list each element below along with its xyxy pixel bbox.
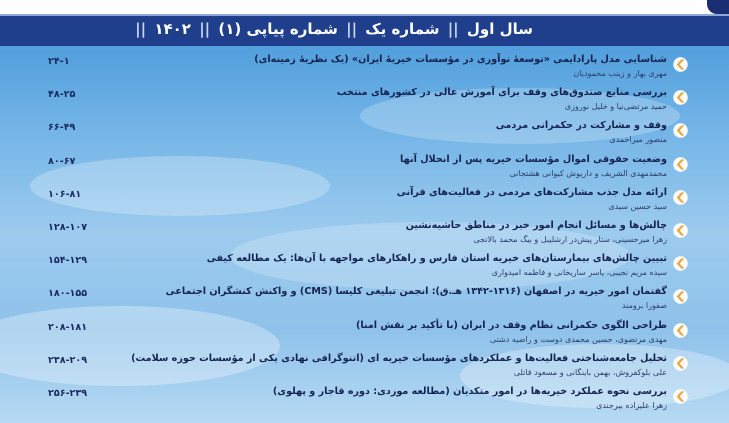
header-volume: سال اول	[466, 20, 533, 38]
article-authors: سید حسین سیدی	[608, 201, 667, 211]
article-authors: مهری بهار و زینب محمودیان	[573, 69, 667, 78]
header-separator: ||	[135, 20, 147, 38]
article-title[interactable]: طراحی الگوی حکمرانی نظام وقف در ایران (با تأکید بر نقش امنا)	[355, 319, 667, 331]
chevron-bullet-icon	[672, 255, 689, 272]
corner-ornament	[707, 0, 729, 14]
article-title[interactable]: بررسی نحوه عملکرد خیریه‌ها در امور متکدیان (مطالعه موردی: دوره قاجار و پهلوی)	[272, 385, 667, 397]
page-range: ۲۴-۱	[48, 56, 70, 67]
article-title[interactable]: تبیین چالش‌های بیمارستان‌های خیریه استان فارس و راهکارهای مواجهه با آن‌ها: یک مطالعه کیفی	[206, 253, 667, 265]
chevron-bullet-icon	[672, 189, 689, 206]
article-title[interactable]: چالش‌ها و مسائل انجام امور خیر در مناطق حاشیه‌نشین	[405, 219, 667, 231]
chevron-bullet-icon	[672, 156, 689, 173]
toc-entry[interactable]	[0, 85, 729, 118]
page-range: ۲۰۸-۱۸۱	[48, 321, 88, 333]
article-title[interactable]: تحلیل جامعه‌شناختی فعالیت‌ها و عملکردهای مؤسسات خیریه ای (اتنوگرافی نهادی یکی از مؤسسات حوزه سلامت)	[131, 352, 667, 364]
chevron-bullet-icon	[672, 89, 689, 106]
toc-entry[interactable]	[0, 384, 729, 417]
toc-entry[interactable]	[0, 218, 729, 251]
toc-entry[interactable]	[0, 251, 729, 284]
page-range: ۱۸۰-۱۵۵	[48, 288, 88, 300]
page-range: ۱۰۶-۸۱	[48, 188, 82, 200]
article-authors: علی بلوکفروش، بهمن باینگانی و مسعود قاتلی	[513, 367, 667, 377]
article-authors: زهرا میرحسینی، ستار پیش‌در ارشلیبل و بیگ محمد بالاتجی	[473, 234, 667, 244]
header-year: ۱۴۰۲	[154, 20, 191, 38]
article-authors: صفورا برومند	[621, 301, 667, 311]
article-title[interactable]: گفتمان امور خیریه در اصفهان (۱۳۱۶-۱۳۴۲ هـ.ق): انجمن تبلیغی کلیسا (CMS) و واکنش کنشگران اجتماعی	[165, 286, 667, 298]
page-range: ۱۵۴-۱۲۹	[48, 255, 88, 267]
toc-entry[interactable]	[0, 185, 729, 218]
header-separator: ||	[447, 20, 459, 38]
article-title[interactable]: وقف و مشارکت در حکمرانی مردمی	[495, 120, 667, 132]
toc-entry[interactable]	[0, 284, 729, 317]
article-authors: منصور میراحمدی	[609, 135, 667, 145]
table-of-contents	[0, 52, 729, 417]
chevron-bullet-icon	[672, 122, 689, 139]
issue-header-title	[132, 20, 533, 38]
article-authors: حمید مرتضی‌نیا و خلیل نوروزی	[564, 102, 667, 112]
toc-entry[interactable]	[0, 351, 729, 384]
toc-entry[interactable]	[0, 318, 729, 351]
header-serial: شماره پیاپی (۱)	[218, 20, 338, 38]
chevron-bullet-icon	[672, 56, 689, 73]
page-range: ۴۸-۲۵	[48, 89, 76, 101]
page-range: ۸۰-۶۷	[48, 155, 76, 167]
page-range: ۲۳۸-۲۰۹	[48, 354, 88, 366]
header-separator: ||	[346, 20, 358, 38]
chevron-bullet-icon	[672, 355, 689, 372]
toc-entry[interactable]	[0, 118, 729, 151]
article-title[interactable]: ارائه مدل جذب مشارکت‌های مردمی در فعالیت‌های قرآنی	[396, 186, 667, 198]
article-authors: سیده مریم نجیبی، یاسر ساریخانی و فاطمه امیدواری	[491, 268, 667, 278]
page-range: ۱۲۸-۱۰۷	[48, 221, 88, 233]
header-issue: شماره یک	[365, 20, 440, 38]
toc-entry[interactable]	[0, 152, 729, 185]
chevron-bullet-icon	[672, 288, 689, 305]
page-range: ۶۶-۴۹	[48, 122, 76, 134]
article-title[interactable]: شناسایی مدل پارادایمی «توسعهٔ نوآوری در مؤسسات خیریهٔ ایران» (یک نظریهٔ زمینه‌ای)	[254, 54, 667, 65]
top-white-strip	[0, 0, 729, 14]
chevron-bullet-icon	[672, 388, 689, 405]
article-title[interactable]: وضعیت حقوقی اموال مؤسسات خیریه پس از انحلال آنها	[400, 153, 667, 165]
article-authors: محمدمهدی الشریف و داریوش کیوانی هشتجانی	[509, 168, 667, 178]
chevron-bullet-icon	[672, 322, 689, 339]
chevron-bullet-icon	[672, 222, 689, 239]
article-authors: مهدی مرتضوی، حسین محمدی دوست و راضیه دشتی	[490, 334, 667, 344]
article-authors: زهرا علیزاده بیرجندی	[596, 400, 667, 410]
header-separator: ||	[199, 20, 211, 38]
issue-header-bar	[0, 14, 729, 46]
toc-entry[interactable]	[0, 52, 729, 85]
page-range: ۲۵۶-۲۳۹	[48, 387, 88, 399]
article-title[interactable]: بررسی منابع صندوق‌های وقف برای آموزش عالی در کشورهای منتخب	[336, 87, 667, 99]
